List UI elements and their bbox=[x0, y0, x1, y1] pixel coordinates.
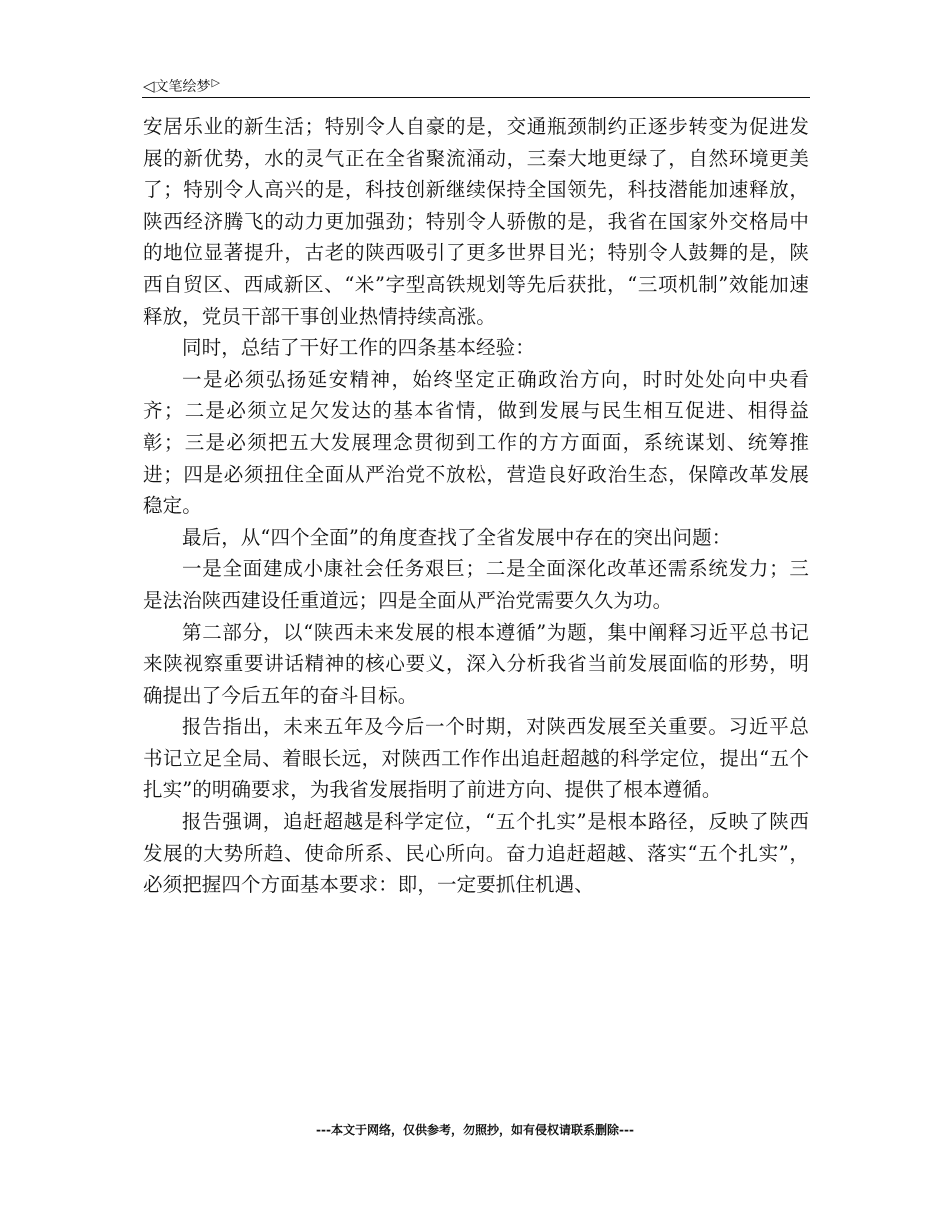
paragraph: 第二部分，以“陕西未来发展的根本遵循”为题，集中阐释习近平总书记来陕视察重要讲话精神的核心要义，深入分析我省当前发展面临的形势，明确提出了今后五年的奋斗目标。 bbox=[143, 620, 809, 707]
paragraph: 安居乐业的新生活；特别令人自豪的是，交通瓶颈制约正逐步转变为促进发展的新优势，水的灵气正在全省聚流涌动，三秦大地更绿了，自然环境更美了；特别令人高兴的是，科技创新继续保持全国领先，科技潜能加速释放，陕西经济腾飞的动力更加强劲；特别令人骄傲的是，我省在国家外交格局中的地位显著提升，古老的陕西吸引了更多世界目光；特别令人鼓舞的是，陕西自贸区、西咸新区、“米”字型高铁规划等先后获批，“三项机制”效能加速释放，党员干部干事创业热情持续高涨。 bbox=[143, 115, 809, 328]
paragraph: 报告指出，未来五年及今后一个时期，对陕西发展至关重要。习近平总书记立足全局、着眼长远，对陕西工作作出追赶超越的科学定位，提出“五个扎实”的明确要求，为我省发展指明了前进方向、提供了根本遵循。 bbox=[143, 715, 809, 802]
document-body bbox=[143, 111, 809, 901]
paragraph: 报告强调，追赶超越是科学定位，“五个扎实”是根本路径，反映了陕西发展的大势所趋、使命所系、民心所向。奋力追赶超越、落实“五个扎实”，必须把握四个方面基本要求：即，一定要抓住机遇、 bbox=[143, 810, 809, 897]
header-title: 文笔绘梦 bbox=[154, 79, 211, 95]
footer-disclaimer: ---本文于网络，仅供参考，勿照抄，如有侵权请联系删除--- bbox=[316, 1123, 634, 1137]
paragraph: 最后，从“四个全面”的角度查找了全省发展中存在的突出问题： bbox=[182, 525, 732, 549]
paragraph: 一是必须弘扬延安精神，始终坚定正确政治方向，时时处处向中央看齐；二是必须立足欠发达的基本省情，做到发展与民生相互促进、相得益彰；三是必须把五大发展理念贯彻到工作的方方面面，系统谋划、统筹推进；四是必须扭住全面从严治党不放松，营造良好政治生态，保障改革发展稳定。 bbox=[143, 367, 809, 518]
paragraph: 同时，总结了干好工作的四条基本经验： bbox=[182, 336, 535, 360]
paragraph: 一是全面建成小康社会任务艰巨；二是全面深化改革还需系统发力；三是法治陕西建设任重道远；四是全面从严治党需要久久为功。 bbox=[143, 557, 809, 612]
header-rule bbox=[142, 97, 810, 98]
page-header bbox=[143, 76, 810, 96]
right-triangle-icon: ▷ bbox=[211, 75, 221, 89]
left-triangle-icon: ◁ bbox=[143, 76, 155, 95]
